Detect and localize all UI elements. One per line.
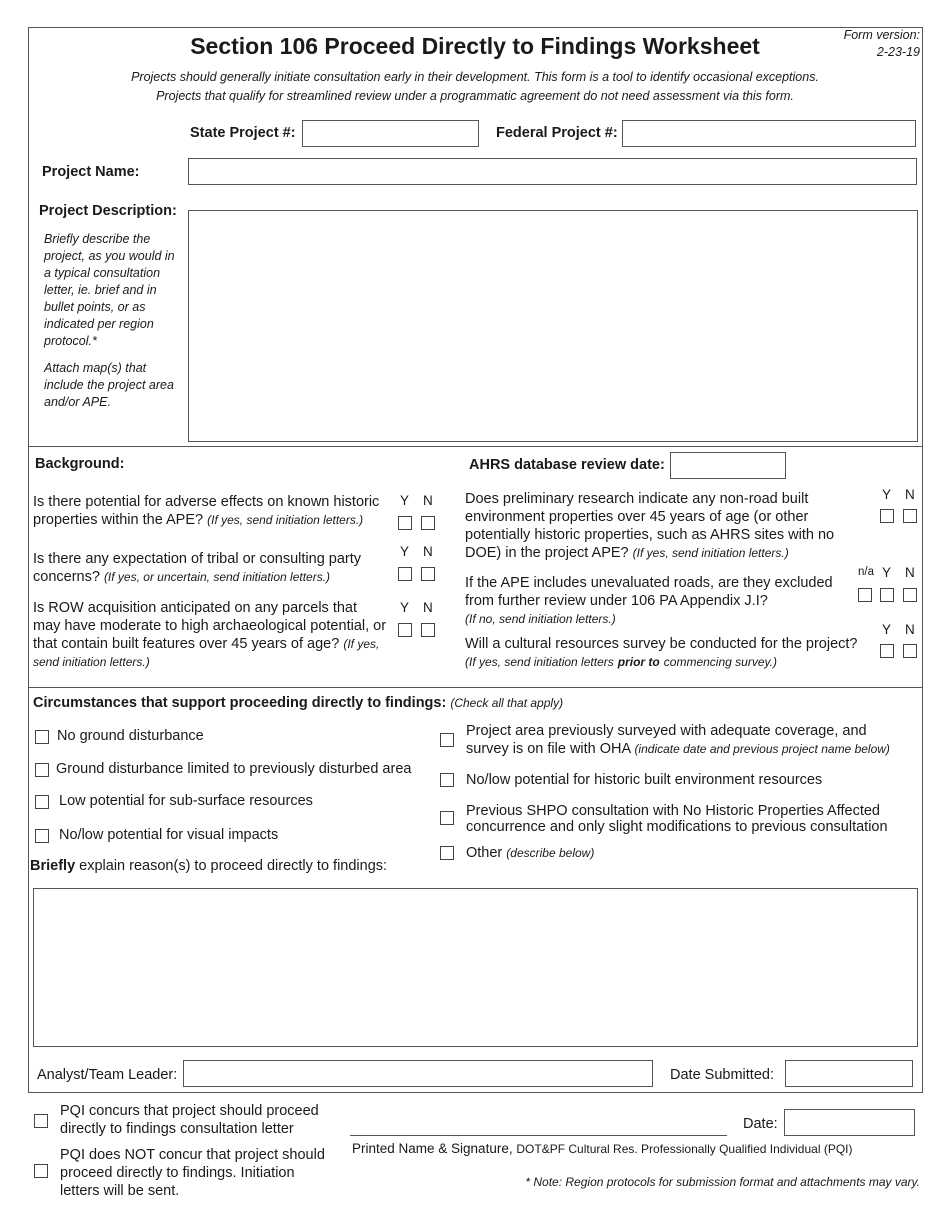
q1-no-label: N (423, 493, 433, 508)
question-tribal-concerns (33, 550, 393, 586)
question-cultural-survey-note-emphasis: prior to (617, 655, 660, 669)
q5-na-checkbox[interactable] (858, 588, 872, 602)
page-title: Section 106 Proceed Directly to Findings Worksheet (190, 33, 760, 59)
visual-impacts-label: No/low potential for visual impacts (59, 827, 279, 843)
question-tribal-concerns-note: (If yes, or uncertain, send initiation letters.) (103, 570, 331, 584)
q6-yes-label: Y (882, 622, 892, 637)
q3-yes-label: Y (400, 600, 410, 615)
q5-no-label: N (905, 565, 915, 580)
analyst-label: Analyst/Team Leader: (37, 1067, 178, 1083)
question-adverse-effects (33, 493, 393, 529)
intro-line-2: Projects that qualify for streamlined review under a programmatic agreement do not need assessment via this form. (156, 89, 794, 103)
question-non-road-properties-text: Does preliminary research indicate any non-road built environment properties over 45 years of age (or other potentially historic properties, such as AHRS sites with no DOE) in the project APE? (465, 491, 835, 561)
q1-no-checkbox[interactable] (421, 516, 435, 530)
question-row-acquisition-text: Is ROW acquisition anticipated on any parcels that may have moderate to high archaeological potential, or that contain built features over 45 years of age? (33, 600, 387, 652)
other-label (466, 844, 594, 862)
state-project-label: State Project #: (190, 125, 296, 141)
q5-yes-checkbox[interactable] (880, 588, 894, 602)
project-description-note: Briefly describe the project, as you would in a typical consultation letter, ie. brief and in bullet points, or as indicated per region protocol.* (44, 232, 175, 348)
q3-no-checkbox[interactable] (421, 623, 435, 637)
project-description-label: Project Description: (39, 203, 177, 219)
limited-disturbance-checkbox[interactable] (35, 763, 49, 777)
question-cultural-survey (465, 635, 860, 671)
question-non-road-properties-note: (If yes, send initiation letters.) (632, 546, 789, 560)
previous-shpo-checkbox[interactable] (440, 811, 454, 825)
explain-reasons-textarea[interactable] (33, 888, 918, 1047)
form-version-label: Form version: (843, 28, 920, 42)
intro-line-1: Projects should generally initiate consultation early in their development. This form is a tool to identify occasional exceptions. (131, 70, 819, 84)
explain-reasons-bold: Briefly (30, 858, 76, 874)
date-submitted-input[interactable] (785, 1060, 913, 1087)
other-checkbox[interactable] (440, 846, 454, 860)
q2-yes-checkbox[interactable] (398, 567, 412, 581)
question-row-acquisition (33, 599, 388, 671)
other-note: (describe below) (506, 846, 595, 860)
signature-label: Printed Name & Signature, (352, 1141, 513, 1156)
q5-yes-label: Y (882, 565, 892, 580)
question-tribal-concerns-text: Is there any expectation of tribal or consulting party concerns? (33, 551, 362, 585)
ahrs-review-date-input[interactable] (670, 452, 786, 479)
low-subsurface-checkbox[interactable] (35, 795, 49, 809)
built-environment-checkbox[interactable] (440, 773, 454, 787)
q3-yes-checkbox[interactable] (398, 623, 412, 637)
question-adverse-effects-note: (If yes, send initiation letters.) (207, 513, 364, 527)
q4-no-checkbox[interactable] (903, 509, 917, 523)
no-ground-disturbance-checkbox[interactable] (35, 730, 49, 744)
q4-yes-label: Y (882, 487, 892, 502)
project-description-attach-note: Attach map(s) that include the project area and/or APE. (44, 361, 174, 409)
previously-surveyed-note: (indicate date and previous project name below) (634, 742, 890, 756)
q2-no-label: N (423, 544, 433, 559)
q6-yes-checkbox[interactable] (880, 644, 894, 658)
pqi-concurs-checkbox[interactable] (34, 1114, 48, 1128)
previously-surveyed-text: Project area previously surveyed with adequate coverage, and survey is on file with OHA (466, 723, 867, 757)
q5-no-checkbox[interactable] (903, 588, 917, 602)
previously-surveyed-label (466, 722, 911, 758)
explain-reasons-label (30, 857, 387, 875)
pqi-date-label: Date: (743, 1116, 778, 1132)
state-project-input[interactable] (302, 120, 479, 147)
question-cultural-survey-note: (If yes, send initiation letters (465, 655, 614, 669)
circumstances-label: Circumstances that support proceeding directly to findings: (33, 695, 447, 711)
q5-na-label: n/a (858, 566, 874, 578)
pqi-not-concur-checkbox[interactable] (34, 1164, 48, 1178)
pqi-date-input[interactable] (784, 1109, 915, 1136)
project-name-input[interactable] (188, 158, 917, 185)
low-subsurface-label: Low potential for sub-surface resources (59, 793, 313, 809)
q1-yes-label: Y (400, 493, 410, 508)
question-cultural-survey-text: Will a cultural resources survey be conducted for the project? (465, 636, 858, 652)
visual-impacts-checkbox[interactable] (35, 829, 49, 843)
question-row-acquisition-note: (If yes, send initiation letters.) (33, 637, 380, 669)
date-submitted-label: Date Submitted: (670, 1067, 774, 1083)
project-name-label: Project Name: (42, 164, 140, 180)
federal-project-input[interactable] (622, 120, 916, 147)
federal-project-label: Federal Project #: (496, 125, 618, 141)
q1-yes-checkbox[interactable] (398, 516, 412, 530)
no-ground-disturbance-label: No ground disturbance (57, 728, 204, 744)
q6-no-checkbox[interactable] (903, 644, 917, 658)
question-unevaluated-roads (465, 574, 845, 628)
pqi-not-concur-label: PQI does NOT concur that project should proceed directly to findings. Initiation letters will be sent. (60, 1147, 325, 1199)
explain-reasons-text: explain reason(s) to proceed directly to findings: (79, 858, 388, 874)
question-unevaluated-roads-text: If the APE includes unevaluated roads, are they excluded from further review under 106 PA Appendix J.I? (465, 575, 833, 609)
q4-no-label: N (905, 487, 915, 502)
other-text: Other (466, 845, 503, 861)
project-description-textarea[interactable] (188, 210, 918, 442)
q4-yes-checkbox[interactable] (880, 509, 894, 523)
region-protocol-note: * Note: Region protocols for submission format and attachments may vary. (525, 1175, 920, 1189)
q6-no-label: N (905, 622, 915, 637)
question-cultural-survey-note-end: commencing survey.) (663, 655, 777, 669)
signature-caption (352, 1141, 852, 1156)
circumstances-heading (33, 695, 563, 711)
pqi-concurs-label: PQI concurs that project should proceed directly to findings consultation letter (60, 1103, 319, 1137)
q2-no-checkbox[interactable] (421, 567, 435, 581)
ahrs-review-date-label: AHRS database review date: (469, 457, 665, 473)
circumstances-note: (Check all that apply) (450, 696, 564, 710)
q3-no-label: N (423, 600, 433, 615)
question-adverse-effects-text: Is there potential for adverse effects on known historic properties within the APE? (33, 494, 380, 528)
signature-line (350, 1135, 727, 1136)
previous-shpo-label: Previous SHPO consultation with No Historic Properties Affected concurrence and only slight modifications to previous consultation (466, 803, 888, 835)
analyst-input[interactable] (183, 1060, 653, 1087)
signature-sub-label: DOT&PF Cultural Res. Professionally Qualified Individual (PQI) (516, 1142, 853, 1156)
q2-yes-label: Y (400, 544, 410, 559)
question-non-road-properties (465, 490, 845, 562)
question-unevaluated-roads-note: (If no, send initiation letters.) (465, 612, 616, 626)
background-label: Background: (35, 456, 125, 472)
form-version-date: 2-23-19 (876, 45, 920, 59)
previously-surveyed-checkbox[interactable] (440, 733, 454, 747)
limited-disturbance-label: Ground disturbance limited to previously disturbed area (56, 761, 412, 777)
built-environment-label: No/low potential for historic built environment resources (466, 772, 823, 788)
